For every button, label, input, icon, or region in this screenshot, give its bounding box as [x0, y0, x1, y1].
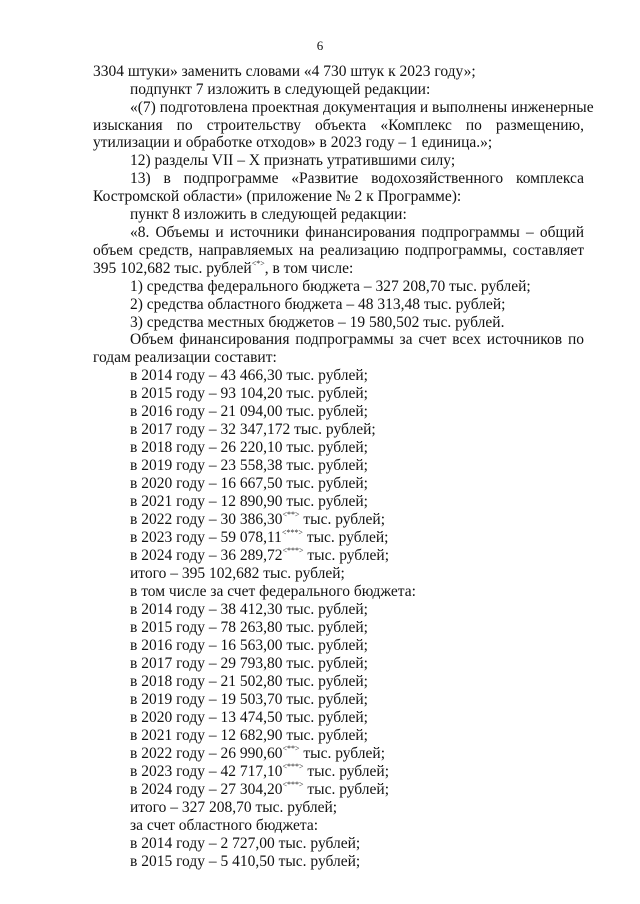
text-line: подпункт 7 изложить в следующей редакции: [130, 81, 431, 98]
text-line [130, 781, 389, 799]
page-number: 6 [316, 38, 324, 53]
text-line: в 2021 году – 12 890,90 тыс. рублей; [130, 493, 368, 510]
footnote-mark: <***> [282, 546, 304, 555]
text-segment: в 2023 году – 59 078,11 [130, 529, 282, 546]
footnote-mark: <**> [282, 510, 300, 519]
text-line: в 2018 году – 21 502,80 тыс. рублей; [130, 673, 368, 690]
text-line: в 2019 году – 23 558,38 тыс. рублей; [130, 457, 368, 474]
text-line: итого – 327 208,70 тыс. рублей; [130, 799, 338, 816]
text-line: в 2014 году – 43 466,30 тыс. рублей; [130, 367, 368, 384]
footnote-mark: <***> [281, 528, 303, 537]
text-line: в 2021 году – 12 682,90 тыс. рублей; [130, 727, 368, 744]
text-line [130, 763, 389, 781]
text-line: в 2020 году – 13 474,50 тыс. рублей; [130, 709, 368, 726]
text-segment: 395 102,682 тыс. рублей [93, 260, 252, 277]
text-line: 1) средства федерального бюджета – 327 208,70 тыс. рублей; [130, 278, 531, 295]
text-line: 3304 штуки» заменить словами «4 730 штук к 2023 году»; [93, 63, 476, 80]
text-line: за счет областного бюджета: [130, 817, 319, 834]
text-line: Костромской области» (приложение № 2 к Программе): [93, 188, 462, 205]
text-line: в 2017 году – 32 347,172 тыс. рублей; [130, 421, 376, 438]
text-line: изыскания по строительству объекта «Комплекс по размещению, [93, 117, 584, 134]
text-segment: тыс. рублей; [302, 529, 389, 546]
text-line: «8. Объемы и источники финансирования подпрограммы – общий [130, 224, 584, 241]
text-line: итого – 395 102,682 тыс. рублей; [130, 565, 345, 582]
footnote-mark: <***> [282, 762, 304, 771]
text-line: в 2014 году – 38 412,30 тыс. рублей; [130, 601, 368, 618]
text-line: в 2016 году – 21 094,00 тыс. рублей; [130, 403, 368, 420]
text-segment: тыс. рублей; [299, 745, 386, 762]
text-line: 2) средства областного бюджета – 48 313,48 тыс. рублей; [130, 296, 506, 313]
text-line: годам реализации составит: [93, 349, 277, 366]
text-line: в 2017 году – 29 793,80 тыс. рублей; [130, 655, 368, 672]
text-line: объем средств, направляемых на реализацию подпрограммы, составляет [93, 242, 584, 259]
text-segment: тыс. рублей; [303, 763, 390, 780]
text-line: в 2020 году – 16 667,50 тыс. рублей; [130, 475, 368, 492]
text-line [130, 529, 388, 547]
text-line: 3) средства местных бюджетов – 19 580,502 тыс. рублей. [130, 314, 505, 331]
text-line: в 2018 году – 26 220,10 тыс. рублей; [130, 439, 368, 456]
footnote-mark: <**> [282, 744, 300, 753]
text-segment: тыс. рублей; [299, 511, 386, 528]
text-line: 13) в подпрограмме «Развитие водохозяйственного комплекса [130, 170, 584, 187]
text-segment: тыс. рублей; [303, 547, 390, 564]
text-line: «(7) подготовлена проектная документация и выполнены инженерные [130, 99, 594, 116]
text-segment: в 2022 году – 26 990,60 [130, 745, 283, 762]
text-segment: в 2024 году – 27 304,20 [130, 781, 283, 798]
text-segment: в 2023 году – 42 717,10 [130, 763, 283, 780]
text-line: Объем финансирования подпрограммы за счет всех источников по [130, 331, 584, 348]
text-line: в 2015 году – 78 263,80 тыс. рублей; [130, 619, 368, 636]
text-line: в 2014 году – 2 727,00 тыс. рублей; [130, 835, 361, 852]
text-line [130, 547, 389, 565]
text-segment: , в том числе: [264, 260, 354, 277]
text-line: в 2015 году – 5 410,50 тыс. рублей; [130, 853, 361, 870]
footnote-mark: <*> [251, 259, 265, 268]
text-segment: тыс. рублей; [303, 781, 390, 798]
text-line: в 2015 году – 93 104,20 тыс. рублей; [130, 385, 368, 402]
text-line: пункт 8 изложить в следующей редакции: [130, 206, 407, 223]
text-segment: в 2022 году – 30 386,30 [130, 511, 283, 528]
text-line [130, 511, 385, 529]
text-line [93, 260, 353, 278]
text-line: в 2016 году – 16 563,00 тыс. рублей; [130, 637, 368, 654]
footnote-mark: <***> [282, 780, 304, 789]
text-segment: в 2024 году – 36 289,72 [130, 547, 283, 564]
text-line: в том числе за счет федерального бюджета: [130, 583, 416, 600]
text-line: 12) разделы VII – X признать утратившими силу; [130, 152, 456, 169]
text-line: в 2019 году – 19 503,70 тыс. рублей; [130, 691, 368, 708]
text-line: утилизации и обработке отходов» в 2023 году – 1 единица.»; [93, 134, 493, 151]
text-line [130, 745, 385, 763]
